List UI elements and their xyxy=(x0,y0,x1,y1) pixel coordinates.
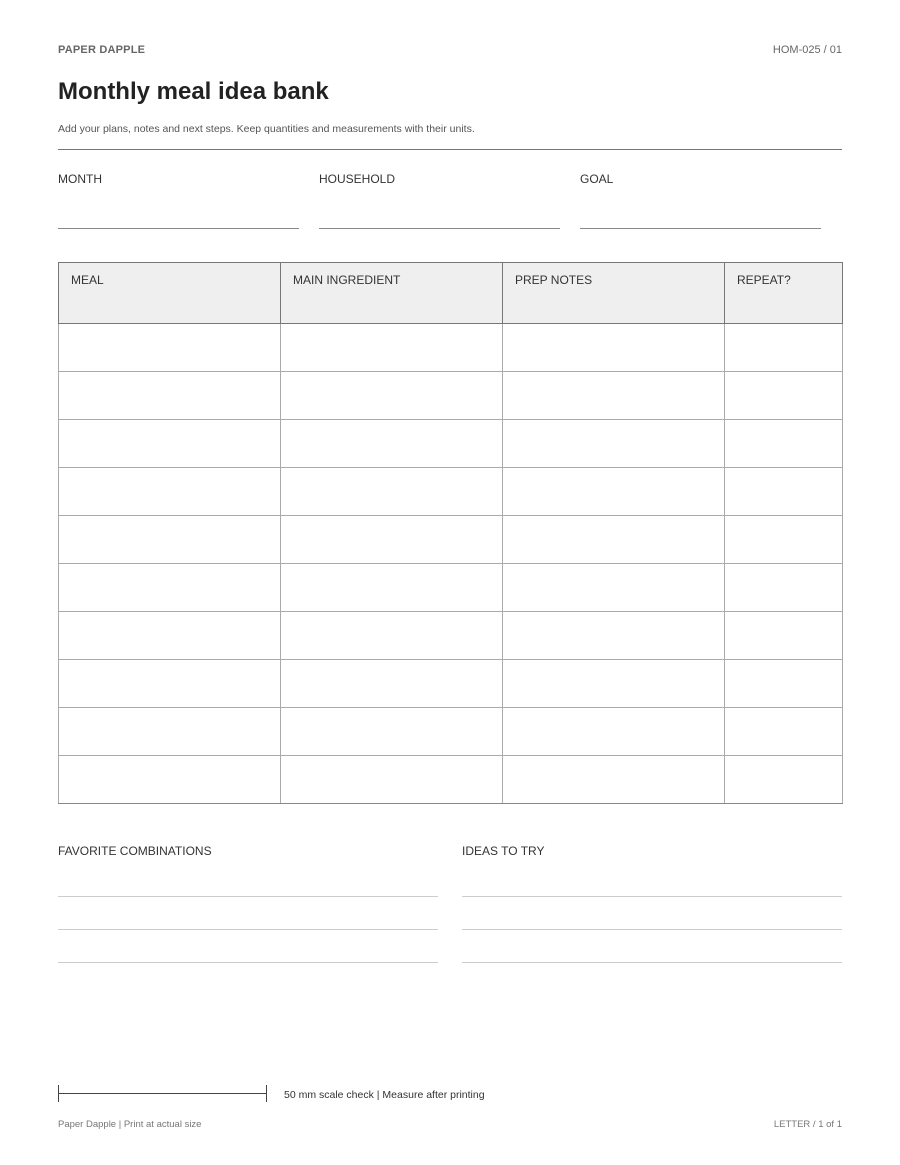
table-row xyxy=(59,324,843,372)
table-row xyxy=(59,612,843,660)
header-divider xyxy=(58,149,842,150)
table-cell-main-ingredient[interactable] xyxy=(281,660,503,708)
table-cell-prep-notes[interactable] xyxy=(503,708,725,756)
scale-tick-right xyxy=(266,1085,267,1102)
table-cell-prep-notes[interactable] xyxy=(503,756,725,804)
table-cell-prep-notes[interactable] xyxy=(503,516,725,564)
footer-left-text: Paper Dapple | Print at actual size xyxy=(58,1119,202,1130)
goal-field[interactable] xyxy=(580,172,821,186)
table-cell-repeat[interactable] xyxy=(725,372,843,420)
scale-bar-line xyxy=(58,1093,267,1094)
table-cell-repeat[interactable] xyxy=(725,420,843,468)
table-cell-prep-notes[interactable] xyxy=(503,564,725,612)
scale-check-text: 50 mm scale check | Measure after printing xyxy=(284,1089,485,1101)
scale-tick-left xyxy=(58,1085,59,1102)
favorite-combinations-section xyxy=(58,844,438,858)
table-cell-main-ingredient[interactable] xyxy=(281,756,503,804)
column-header-main-ingredient: MAIN INGREDIENT xyxy=(281,263,503,324)
household-label: HOUSEHOLD xyxy=(319,172,396,186)
table-cell-main-ingredient[interactable] xyxy=(281,612,503,660)
table-cell-prep-notes[interactable] xyxy=(503,660,725,708)
favorite-combinations-label: FAVORITE COMBINATIONS xyxy=(58,844,212,858)
table-row xyxy=(59,468,843,516)
table-cell-repeat[interactable] xyxy=(725,516,843,564)
favorites-write-line[interactable] xyxy=(58,896,438,897)
ideas-to-try-section xyxy=(462,844,842,858)
column-header-meal: MEAL xyxy=(59,263,281,324)
month-write-line[interactable] xyxy=(58,228,299,229)
table-cell-prep-notes[interactable] xyxy=(503,468,725,516)
table-cell-meal[interactable] xyxy=(59,756,281,804)
scale-check-bar xyxy=(58,1085,267,1103)
table-cell-meal[interactable] xyxy=(59,612,281,660)
table-row xyxy=(59,564,843,612)
brand-name: PAPER DAPPLE xyxy=(58,44,146,56)
ideas-write-line[interactable] xyxy=(462,929,842,930)
document-id: HOM-025 / 01 xyxy=(772,44,842,56)
ideas-write-line[interactable] xyxy=(462,962,842,963)
table-cell-prep-notes[interactable] xyxy=(503,420,725,468)
month-field[interactable] xyxy=(58,172,299,186)
table-cell-repeat[interactable] xyxy=(725,324,843,372)
ideas-to-try-label: IDEAS TO TRY xyxy=(462,844,545,858)
table-row xyxy=(59,660,843,708)
footer-page-info: LETTER / 1 of 1 xyxy=(773,1119,842,1130)
table-cell-meal[interactable] xyxy=(59,516,281,564)
table-cell-main-ingredient[interactable] xyxy=(281,324,503,372)
ideas-write-line[interactable] xyxy=(462,896,842,897)
table-row xyxy=(59,708,843,756)
table-cell-repeat[interactable] xyxy=(725,756,843,804)
table-cell-prep-notes[interactable] xyxy=(503,372,725,420)
table-cell-main-ingredient[interactable] xyxy=(281,708,503,756)
page-title: Monthly meal idea bank xyxy=(58,78,329,105)
table-row xyxy=(59,756,843,804)
table-cell-main-ingredient[interactable] xyxy=(281,564,503,612)
table-row xyxy=(59,420,843,468)
favorites-write-line[interactable] xyxy=(58,962,438,963)
table-cell-meal[interactable] xyxy=(59,708,281,756)
table-row xyxy=(59,372,843,420)
table-cell-meal[interactable] xyxy=(59,324,281,372)
table-cell-meal[interactable] xyxy=(59,372,281,420)
table-cell-repeat[interactable] xyxy=(725,612,843,660)
table-body xyxy=(59,324,843,804)
table-cell-repeat[interactable] xyxy=(725,660,843,708)
table-cell-main-ingredient[interactable] xyxy=(281,420,503,468)
table-cell-repeat[interactable] xyxy=(725,564,843,612)
table-cell-prep-notes[interactable] xyxy=(503,324,725,372)
household-field[interactable] xyxy=(319,172,560,186)
table-header-row xyxy=(59,263,843,324)
table-cell-meal[interactable] xyxy=(59,468,281,516)
household-write-line[interactable] xyxy=(319,228,560,229)
table-cell-meal[interactable] xyxy=(59,660,281,708)
table-cell-main-ingredient[interactable] xyxy=(281,516,503,564)
favorites-write-line[interactable] xyxy=(58,929,438,930)
table-cell-meal[interactable] xyxy=(59,420,281,468)
goal-label: GOAL xyxy=(580,172,614,186)
column-header-prep-notes: PREP NOTES xyxy=(503,263,725,324)
table-cell-main-ingredient[interactable] xyxy=(281,468,503,516)
table-cell-main-ingredient[interactable] xyxy=(281,372,503,420)
table-cell-repeat[interactable] xyxy=(725,468,843,516)
table-cell-repeat[interactable] xyxy=(725,708,843,756)
table-cell-prep-notes[interactable] xyxy=(503,612,725,660)
goal-write-line[interactable] xyxy=(580,228,821,229)
month-label: MONTH xyxy=(58,172,102,186)
page-subtitle: Add your plans, notes and next steps. Keep quantities and measurements with their units. xyxy=(58,123,475,135)
meal-table xyxy=(58,262,843,804)
table-cell-meal[interactable] xyxy=(59,564,281,612)
column-header-repeat: REPEAT? xyxy=(725,263,843,324)
table-row xyxy=(59,516,843,564)
